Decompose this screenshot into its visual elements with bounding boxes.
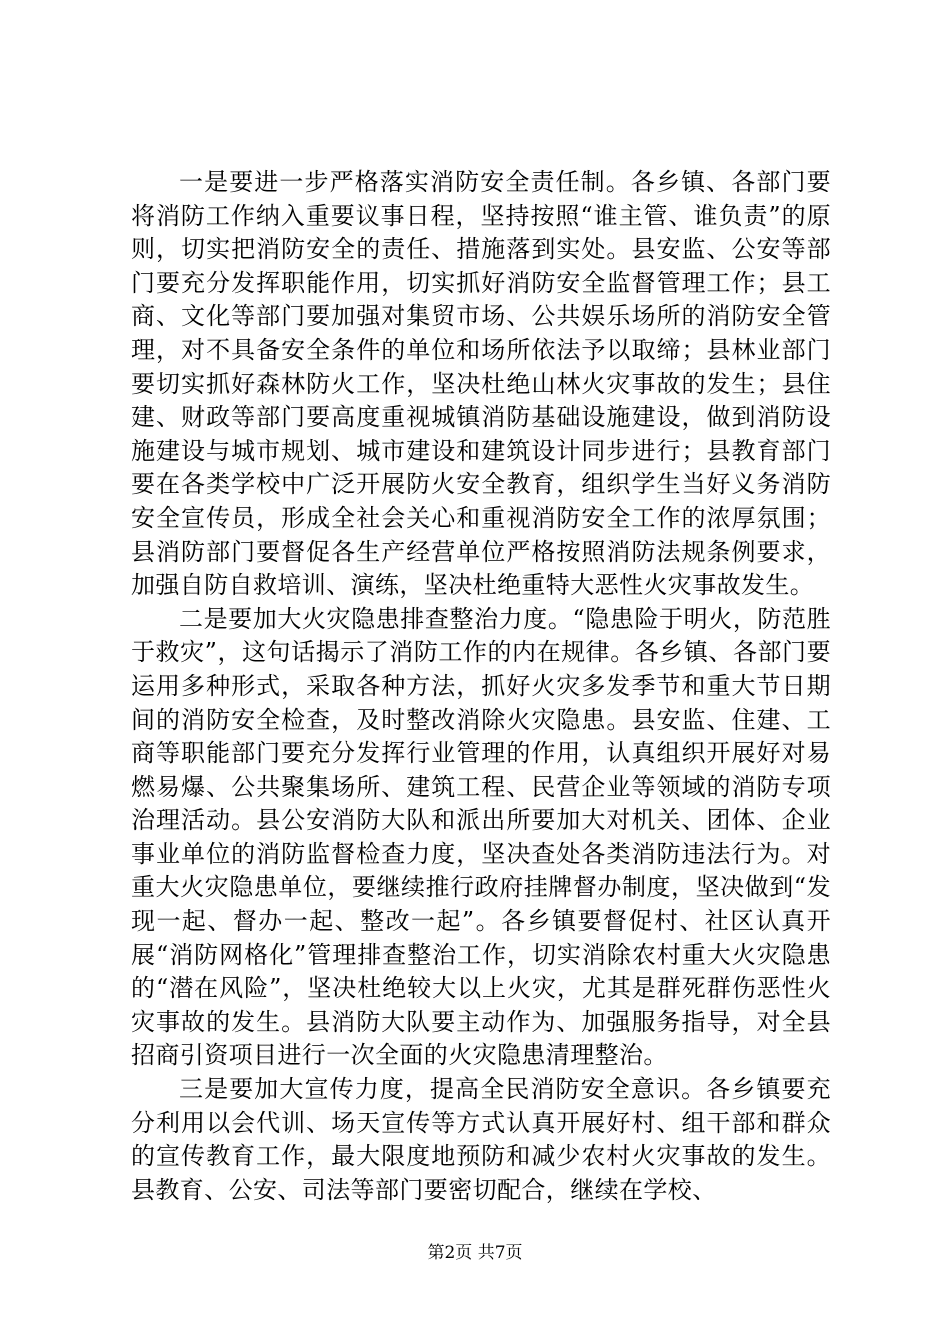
- paragraph-hazard-inspection: 二是要加大火灾隐患排查整治力度。“隐患险于明火，防范胜于救灾”，这句话揭示了消防工作的内在规律。各乡镇、各部门要运用多种形式，采取各种方法，抓好火灾多发季节和重大节日期间的消防安全检查，及时整改消除火灾隐患。县安监、住建、工商等职能部门要充分发挥行业管理的作用，认真组织开展好对易燃易爆、公共聚集场所、建筑工程、民营企业等领域的消防专项治理活动。县公安消防大队和派出所要加大对机关、团体、企业事业单位的消防监督检查力度，坚决查处各类消防违法行为。对重大火灾隐患单位，要继续推行政府挂牌督办制度，坚决做到“发现一起、督办一起、整改一起”。各乡镇要督促村、社区认真开展“消防网格化”管理排查整治工作，切实消除农村重大火灾隐患的“潜在风险”，坚决杜绝较大以上火灾，尤其是群死群伤恶性火灾事故的发生。县消防大队要主动作为、加强服务指导，对全县招商引资项目进行一次全面的火灾隐患清理整治。: [131, 604, 831, 1070]
- paragraph-publicity: 三是要加大宣传力度，提高全民消防安全意识。各乡镇要充分利用以会代训、场天宣传等方式认真开展好村、组干部和群众的宣传教育工作，最大限度地预防和减少农村火灾事故的发生。县教育、公安、司法等部门要密切配合，继续在学校、: [131, 1075, 831, 1204]
- page-number-footer: 第2页 共7页: [427, 1243, 523, 1263]
- paragraph-responsibility: 一是要进一步严格落实消防安全责任制。各乡镇、各部门要将消防工作纳入重要议事日程，坚持按照“谁主管、谁负责”的原则，切实把消防安全的责任、措施落到实处。县安监、公安等部门要充分发挥职能作用，切实抓好消防安全监督管理工作；县工商、文化等部门要加强对集贸市场、公共娱乐场所的消防安全管理，对不具备安全条件的单位和场所依法予以取缔；县林业部门要切实抓好森林防火工作，坚决杜绝山林火灾事故的发生；县住建、财政等部门要高度重视城镇消防基础设施建设，做到消防设施建设与城市规划、城市建设和建筑设计同步进行；县教育部门要在各类学校中广泛开展防火安全教育，组织学生当好义务消防安全宣传员，形成全社会关心和重视消防安全工作的浓厚氛围；县消防部门要督促各生产经营单位严格按照消防法规条例要求，加强自防自救培训、演练，坚决杜绝重特大恶性火灾事故发生。: [131, 168, 831, 600]
- document-body: [131, 166, 831, 1207]
